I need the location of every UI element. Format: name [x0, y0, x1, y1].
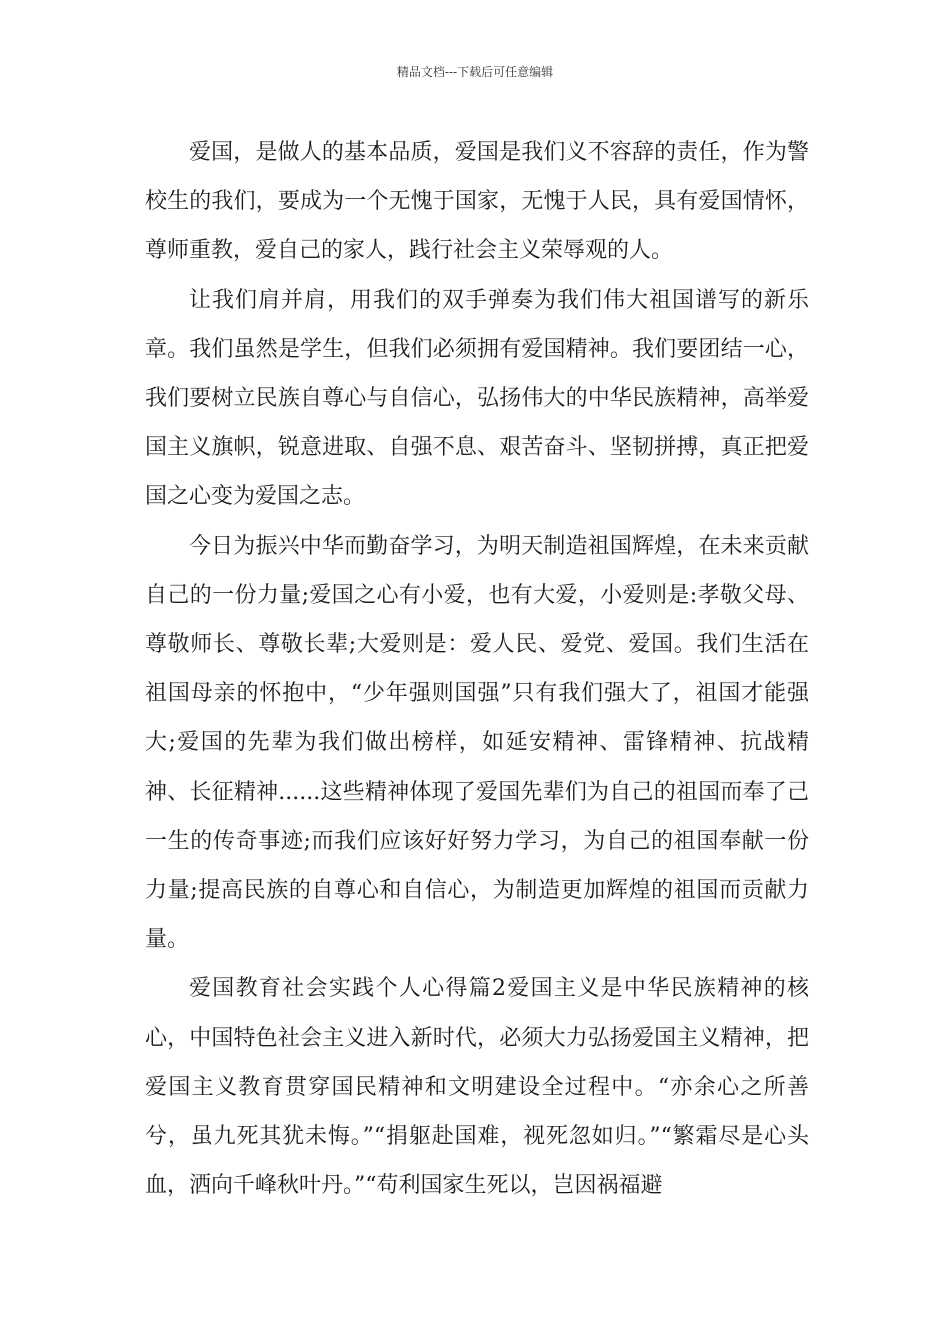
page-header: 精品文档---下载后可任意编辑 — [396, 65, 554, 79]
paragraph-2: 让我们肩并肩，用我们的双手弹奏为我们伟大祖国谱写的新乐章。我们虽然是学生，但我们必须拥有爱国精神。我们要团结一心，我们要树立民族自尊心与自信心，弘扬伟大的中华民族精神，高举爱国主义旗帜，锐意进取、自强不息、艰苦奋斗、坚韧拼搏，真正把爱国之心变为爱国之志。 — [145, 287, 809, 510]
paragraph-3: 今日为振兴中华而勤奋学习，为明天制造祖国辉煌，在未来贡献自己的一份力量;爱国之心有小爱，也有大爱，小爱则是:孝敬父母、尊敬师长、尊敬长辈;大爱则是：爱人民、爱党、爱国。我们生活在祖国母亲的怀抱中，“少年强则国强”只有我们强大了，祖国才能强大;爱国的先辈为我们做出榜样，如延安精神、雷锋精神、抗战精神、长征精神......这些精神体现了爱国先辈们为自己的祖国而奉了己一生的传奇事迹;而我们应该好好努力学习，为自己的祖国奉献一份力量;提高民族的自尊心和自信心，为制造更加辉煌的祖国而贡献力量。 — [145, 533, 809, 953]
paragraph-1: 爱国，是做人的基本品质，爱国是我们义不容辞的责任，作为警校生的我们，要成为一个无愧于国家，无愧于人民，具有爱国情怀，尊师重教，爱自己的家人，践行社会主义荣辱观的人。 — [145, 140, 809, 264]
document-body — [145, 128, 809, 1210]
paragraph-4: 爱国教育社会实践个人心得篇2爱国主义是中华民族精神的核心，中国特色社会主义进入新时代，必须大力弘扬爱国主义精神，把爱国主义教育贯穿国民精神和文明建设全过程中。“亦余心之所善兮，虽九死其犹未悔。”“捐躯赴国难，视死忽如归。”“繁霜尽是心头血，洒向千峰秋叶丹。”“苟利国家生死以，岂因祸福避 — [145, 976, 809, 1199]
